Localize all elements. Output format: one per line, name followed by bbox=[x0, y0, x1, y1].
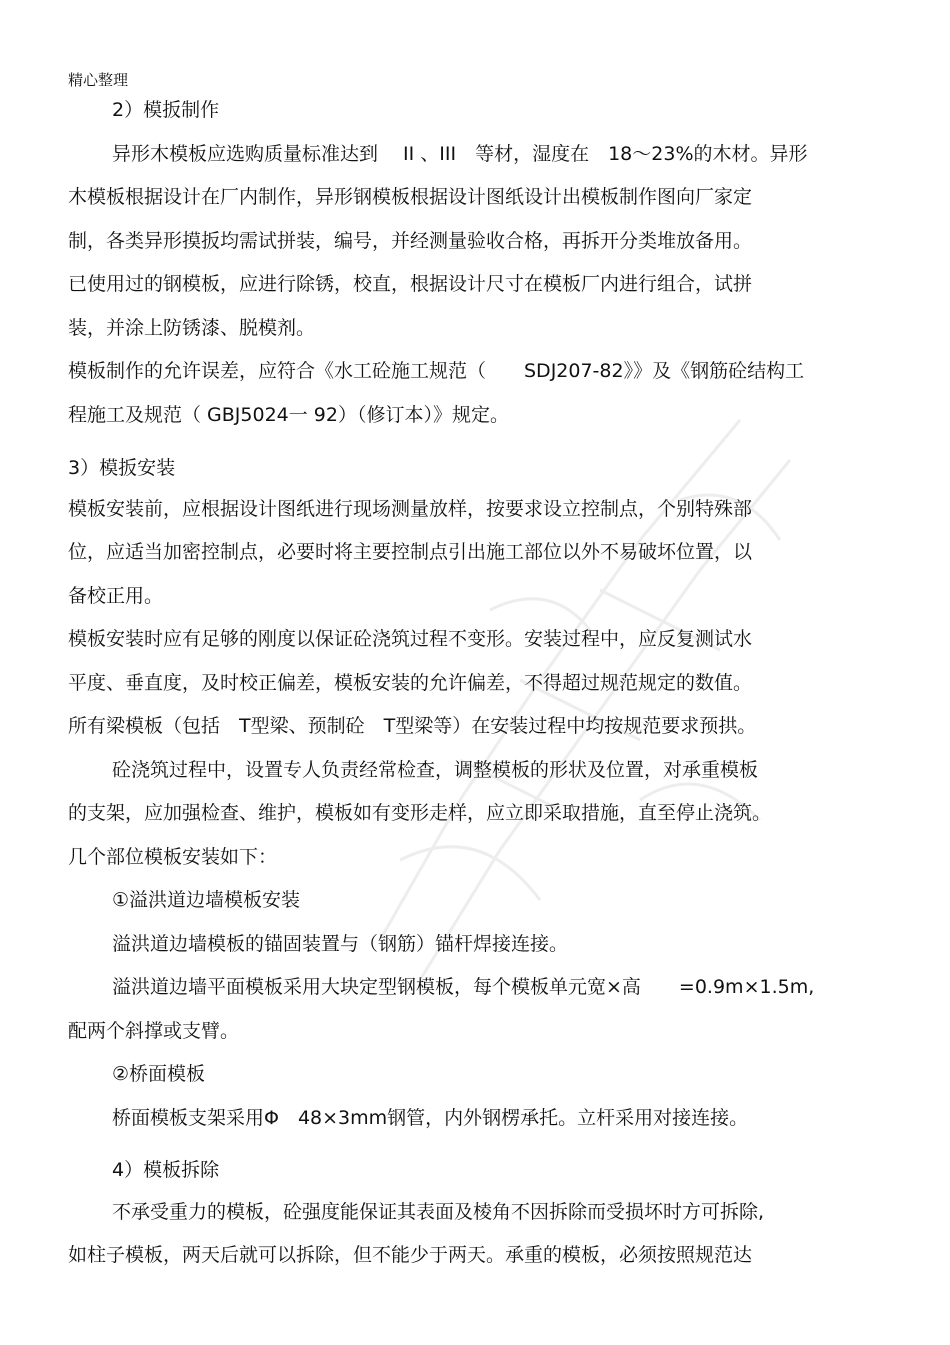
subheading-bridge-deck: ②桥面模板 bbox=[112, 1063, 206, 1085]
paragraph-line: 装，并涂上防锈漆、脱模剂。 bbox=[68, 317, 316, 339]
heading-template-making: 2）模扳制作 bbox=[112, 99, 220, 121]
paragraph-line: 如柱子模板，两天后就可以拆除，但不能少于两天。承重的模板，必须按照规范达 bbox=[68, 1244, 753, 1266]
paragraph-line: 配两个斜撑或支臂。 bbox=[68, 1020, 240, 1042]
paragraph-line: 砼浇筑过程中，设置专人负责经常检查，调整模板的形状及位置，对承重模板 bbox=[112, 759, 759, 781]
paragraph-line: 位，应适当加密控制点，必要时将主要控制点引出施工部位以外不易破坏位置，以 bbox=[68, 541, 753, 563]
paragraph-line: 桥面模板支架采用Φ 48×3mm钢管，内外钢楞承托。立杆采用对接连接。 bbox=[112, 1107, 749, 1129]
paragraph-line: 模板安装时应有足够的刚度以保证砼浇筑过程不变形。安装过程中，应反复测试水 bbox=[68, 628, 753, 650]
paragraph-line: 模板制作的允许误差，应符合《水工砼施工规范（ SDJ207-82》》及《钢筋砼结构工 bbox=[68, 360, 805, 382]
paragraph-line: 制，各类异形摸扳均需试拼装，编号，并经测量验收合格，再拆开分类堆放备用。 bbox=[68, 230, 753, 252]
paragraph-line: 异形木模板应选购质量标准达到 II 、III 等材，湿度在 18～23%的木材。异形 bbox=[112, 143, 808, 165]
paragraph-line: 模板安装前，应根据设计图纸进行现场测量放样，按要求设立控制点，个别特殊部 bbox=[68, 498, 753, 520]
paragraph-line: 溢洪道边墙平面模板采用大块定型钢模板，每个模板单元宽×高 =0.9m×1.5m, bbox=[112, 976, 815, 998]
paragraph-line: 平度、垂直度，及时校正偏差，模板安装的允许偏差，不得超过规范规定的数值。 bbox=[68, 672, 753, 694]
paragraph-line: 的支架，应加强检查、维护，模板如有变形走样，应立即采取措施，直至停止浇筑。 bbox=[68, 802, 772, 824]
paragraph-line: 溢洪道边墙模板的锚固装置与（钢筋）锚杆焊接连接。 bbox=[112, 933, 569, 955]
paragraph-line: 备校正用。 bbox=[68, 585, 164, 607]
paragraph-line: 所有梁模板（包括 T型梁、预制砼 T型梁等）在安装过程中均按规范要求预拱。 bbox=[68, 715, 757, 737]
paragraph-line: 木模板根据设计在厂内制作，异形钢模板根据设计图纸设计出模板制作图向厂家定 bbox=[68, 186, 753, 208]
heading-template-install: 3）模扳安装 bbox=[68, 457, 176, 479]
subheading-spillway: ①溢洪道边墙模板安装 bbox=[112, 889, 301, 911]
page-header: 精心整理 bbox=[68, 71, 129, 89]
paragraph-line: 已使用过的钢模板，应进行除锈，校直，根据设计尺寸在模板厂内进行组合，试拼 bbox=[68, 273, 753, 295]
heading-template-removal: 4）模板拆除 bbox=[112, 1159, 220, 1181]
paragraph-line: 几个部位模板安装如下： bbox=[68, 846, 278, 868]
paragraph-line: 不承受重力的模板，砼强度能保证其表面及棱角不因拆除而受损坏时方可拆除, bbox=[112, 1201, 765, 1223]
paragraph-line: 程施工及规范（ GBJ5024一 92）（修订本）》规定。 bbox=[68, 404, 509, 426]
